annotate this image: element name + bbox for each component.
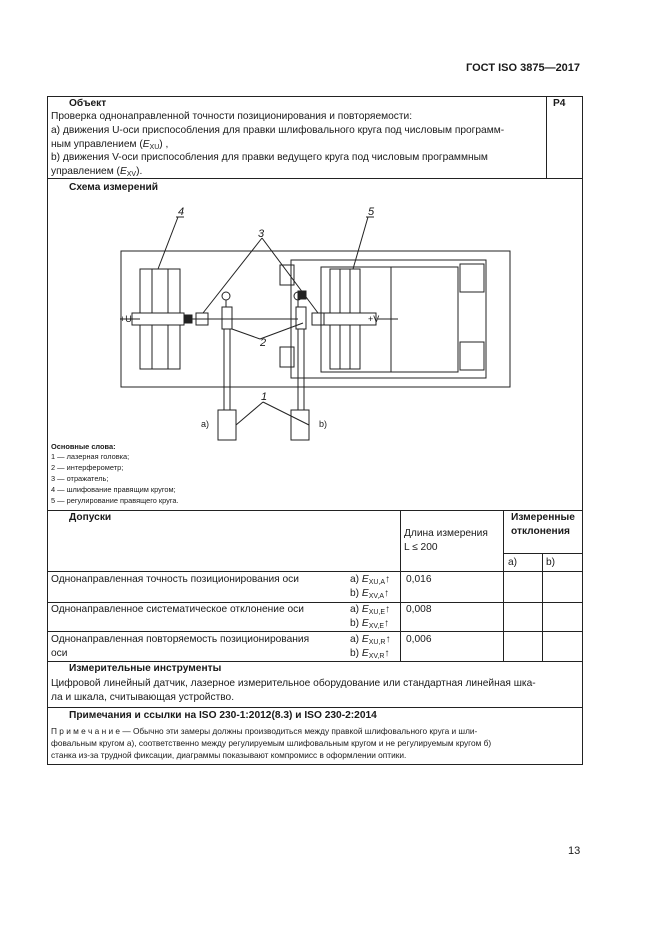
tolerance-value: 0,006 — [406, 634, 432, 645]
tolerance-symbol: b) $E_{XV,A}↑$ — [350, 588, 390, 600]
tolerance-name: Однонаправленное систематическое отклонение оси — [51, 604, 304, 615]
tolerance-symbol: b) $E_{XV,E}↑$ — [350, 618, 390, 630]
legend-title: Основные слова: — [51, 442, 116, 451]
diagram-label: +U — [120, 314, 132, 324]
length-value: L ≤ 200 — [404, 542, 438, 553]
legend-item: 2 — интерферометр; — [51, 463, 124, 472]
divider — [48, 707, 582, 708]
object-line: Проверка однонаправленной точности позиционирования и повторяемости: — [51, 111, 413, 122]
legend-item: 1 — лазерная головка; — [51, 452, 130, 461]
divider — [542, 554, 543, 661]
object-line: управлением $(E_{XV})$. — [51, 166, 143, 178]
instruments-title: Измерительные инструменты — [69, 663, 222, 674]
diagram-label: 5 — [368, 206, 375, 218]
divider — [48, 510, 582, 511]
measured-header: отклонения — [511, 526, 570, 537]
diagram-label: 3 — [258, 228, 265, 240]
page-number: 13 — [568, 845, 581, 857]
tolerance-symbol: а) $E_{XU,E}↑$ — [350, 604, 391, 616]
tolerance-symbol: b) $E_{XV,R}↑$ — [350, 648, 390, 660]
object-code: P4 — [553, 98, 566, 109]
divider — [400, 511, 401, 661]
notes-line: фовальным кругом а), соответственно между регулируемым шлифовальным кругом и не регулируемым кругом б) — [51, 738, 492, 748]
laser-head-b — [291, 410, 309, 440]
object-title: Объект — [69, 98, 107, 109]
divider — [48, 571, 582, 572]
notes-title: Примечания и ссылки на ISO 230-1:2012(8.3) и ISO 230-2:2014 — [69, 710, 377, 721]
tolerance-name: оси — [51, 648, 68, 659]
col-b-header: b) — [546, 557, 556, 568]
legend-item: 5 — регулирование правящего круга. — [51, 496, 179, 505]
object-line: а) движения U-оси приспособления для правки шлифовального круга под числовым программ- — [51, 125, 505, 136]
tolerance-name: Однонаправленная повторяемость позиционирования — [51, 634, 310, 645]
laser-head-a — [218, 410, 236, 440]
tolerance-symbol: а) $E_{XU,R}↑$ — [350, 634, 391, 646]
diagram-label: b) — [319, 419, 328, 429]
test-sheet — [47, 96, 583, 765]
measurement-diagram — [48, 97, 582, 510]
instruments-line: ла и шкала, считывающая устройство. — [51, 692, 235, 703]
diagram-label: a) — [201, 419, 210, 429]
legend-item: 3 — отражатель; — [51, 474, 109, 483]
tolerance-value: 0,008 — [406, 604, 432, 615]
tolerances-title: Допуски — [69, 512, 112, 523]
tolerance-name: Однонаправленная точность позиционирования оси — [51, 574, 299, 585]
diagram-label: +V — [368, 314, 380, 324]
diagram-label: 4 — [178, 206, 185, 218]
notes-line: станка из-за трудной фиксации, диаграммы показывают компромисс в оформлении оптики. — [51, 750, 407, 760]
notes-line: П р и м е ч а н и е — Обычно эти замеры должны производиться между правкой шлифовального круга и шли- — [51, 726, 478, 736]
document-header: ГОСТ ISO 3875—2017 — [466, 62, 581, 74]
scheme-title: Схема измерений — [69, 182, 159, 193]
tolerance-symbol: а) $E_{XU,A}↑$ — [350, 574, 391, 586]
legend-item: 4 — шлифование правящим кругом; — [51, 485, 176, 494]
col-a-header: а) — [508, 557, 518, 568]
object-line: ным управлением $(E_{XU})$ , — [51, 139, 169, 151]
divider — [48, 631, 582, 632]
divider — [503, 511, 504, 661]
measured-header: Измеренные — [511, 512, 575, 523]
object-line: b) движения V-оси приспособления для правки ведущего круга под числовым программным — [51, 152, 488, 163]
diagram-label: 2 — [260, 337, 267, 349]
diagram-label: 1 — [261, 391, 268, 403]
instruments-line: Цифровой линейный датчик, лазерное измерительное оборудование или стандартная линейная шка- — [51, 678, 536, 689]
length-header: Длина измерения — [404, 528, 488, 539]
tolerance-value: 0,016 — [406, 574, 432, 585]
